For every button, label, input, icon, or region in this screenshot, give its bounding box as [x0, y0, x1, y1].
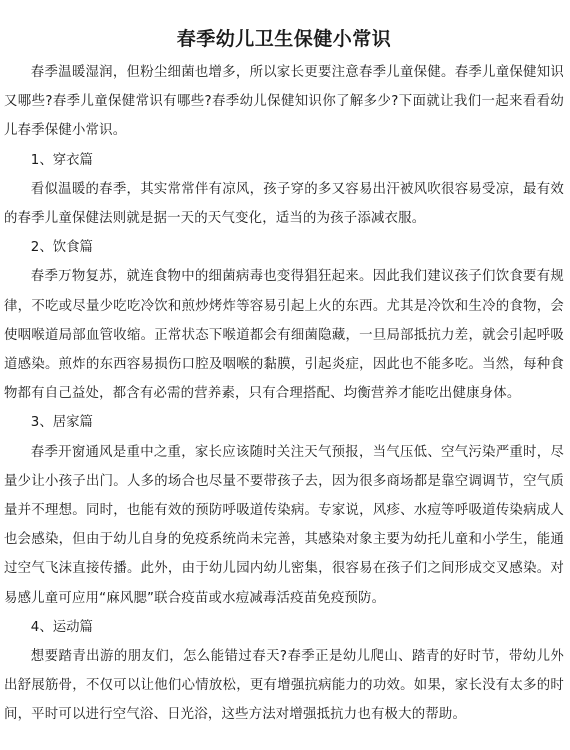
section-diet — [4, 233, 564, 408]
document-title: 春季幼儿卫生保健小常识 — [176, 28, 392, 50]
section-clothing — [4, 146, 564, 234]
intro-paragraph: 春季温暖湿润，但粉尘细菌也增多，所以家长更要注意春季儿童保健。春季儿童保健知识又哪些?春季儿童保健常识有哪些?春季幼儿保健知识你了解多少?下面就让我们一起来看看幼儿春季保健小常识。 — [4, 65, 564, 139]
section-exercise — [4, 613, 564, 730]
section-paragraph: 春季开窗通风是重中之重，家长应该随时关注天气预报，当气压低、空气污染严重时，尽量少让小孩子出门。人多的场合也尽量不要带孩子去，因为很多商场都是靠空调调节，空气质量并不理想。同时，也能有效的预防呼吸道传染病。专家说，风疹、水痘等呼吸道传染病成人也会感染，但由于幼儿自身的免疫系统尚未完善，其感染对象主要为幼托儿童和小学生，能通过空气飞沫直接传播。此外，由于幼儿园内幼儿密集，很容易在孩子们之间形成交叉感染。对易感儿童可应用“麻风腮”联合疫苗或水痘减毒活疫苗免疫预防。 — [4, 444, 564, 606]
section-heading: 3、居家篇 — [30, 415, 93, 431]
section-paragraph: 看似温暖的春季，其实常常伴有凉风，孩子穿的多又容易出汗被风吹很容易受凉，最有效的春季儿童保健法则就是据一天的天气变化，适当的为孩子添减衣服。 — [4, 181, 564, 227]
section-heading: 4、运动篇 — [30, 619, 93, 635]
section-paragraph: 春季万物复苏，就连食物中的细菌病毒也变得猖狂起来。因此我们建议孩子们饮食要有规律，不吃或尽量少吃吃冷饮和煎炒烤炸等容易引起上火的东西。尤其是冷饮和生冷的食物，会使咽喉道局部血管收缩。正常状态下喉道都会有细菌隐藏，一旦局部抵抗力差，就会引起呼吸道感染。煎炸的东西容易损伤口腔及咽喉的黏膜，引起炎症，因此也不能多吃。当然，每种食物都有自己益处，都含有必需的营养素，只有合理搭配、均衡营养才能吃出健康身体。 — [4, 269, 564, 402]
section-heading: 2、饮食篇 — [30, 240, 93, 256]
section-heading: 1、穿衣篇 — [30, 152, 93, 168]
section-paragraph: 想要踏青出游的朋友们，怎么能错过春天?春季正是幼儿爬山、踏青的好时节，带幼儿外出舒展筋骨，不仅可以让他们心情放松，更有增强抗病能力的功效。如果，家长没有太多的时间，平时可以进行空气浴、日光浴，这些方法对增强抵抗力也有极大的帮助。 — [4, 649, 564, 723]
section-home — [4, 408, 564, 612]
